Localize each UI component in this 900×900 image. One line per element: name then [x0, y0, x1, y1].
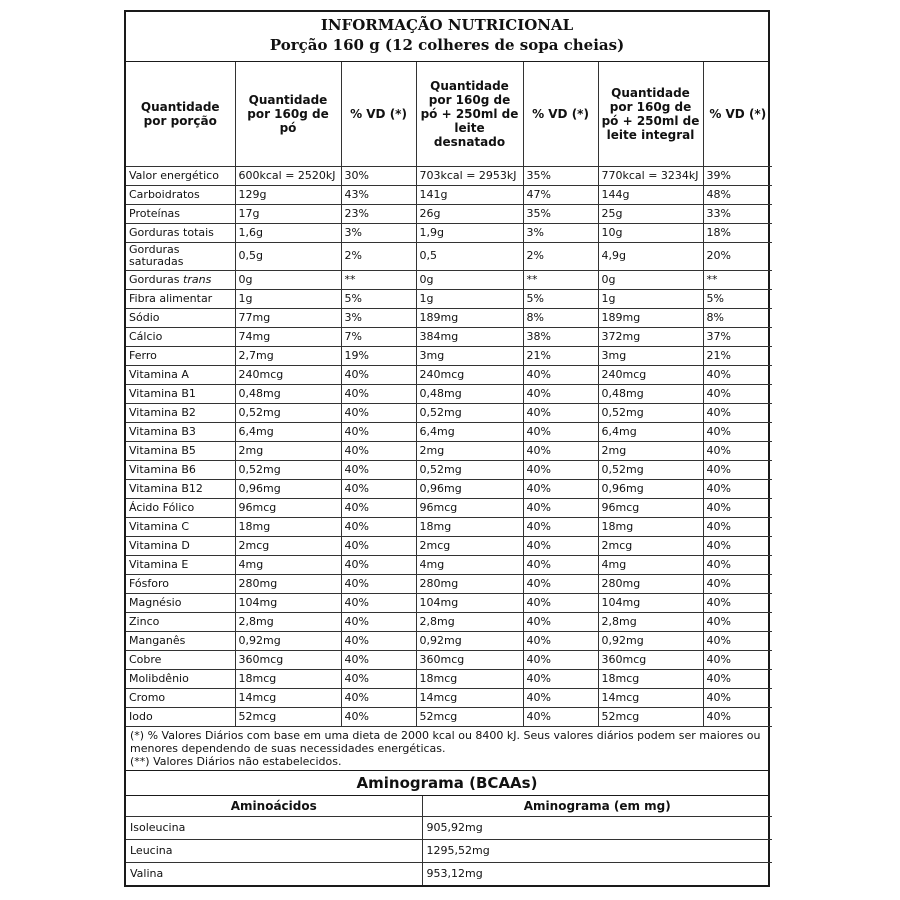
nutrient-label-text: Molibdênio: [129, 671, 189, 685]
qty-skim: 280mg: [416, 574, 523, 593]
table-row: [126, 460, 772, 479]
qty-skim: 6,4mg: [416, 422, 523, 441]
qty-skim: 14mcg: [416, 688, 523, 707]
vd-whole: 5%: [703, 289, 772, 308]
qty-skim: 104mg: [416, 593, 523, 612]
vd-powder: 40%: [341, 669, 416, 688]
vd-whole: 40%: [703, 536, 772, 555]
vd-skim: 40%: [523, 517, 598, 536]
nutrition-facts-panel: [124, 10, 770, 887]
qty-whole: 280mg: [598, 574, 703, 593]
nutrient-label-text: Cromo: [129, 690, 166, 704]
table-row: [126, 242, 772, 270]
nutrient-label: [126, 185, 235, 204]
table-row: [126, 327, 772, 346]
qty-powder: 104mg: [235, 593, 341, 612]
vd-powder: 40%: [341, 403, 416, 422]
header-vd3: % VD (*): [703, 62, 772, 166]
qty-powder: 2,7mg: [235, 346, 341, 365]
table-row: [126, 498, 772, 517]
footnotes: [126, 727, 768, 771]
qty-powder: 2,8mg: [235, 612, 341, 631]
header-col2: Quantidade por 160g de pó + 250ml de leite desnatado: [416, 62, 523, 166]
qty-skim: 240mcg: [416, 365, 523, 384]
header-col3: Quantidade por 160g de pó + 250ml de leite integral: [598, 62, 703, 166]
table-row: [126, 650, 772, 669]
vd-skim: 40%: [523, 555, 598, 574]
qty-whole: 104mg: [598, 593, 703, 612]
vd-whole: 48%: [703, 185, 772, 204]
vd-skim: 8%: [523, 308, 598, 327]
vd-whole: 40%: [703, 365, 772, 384]
qty-skim: 18mg: [416, 517, 523, 536]
vd-skim: 40%: [523, 536, 598, 555]
qty-skim: 0,5: [416, 242, 523, 270]
table-row: [126, 669, 772, 688]
table-row: [126, 536, 772, 555]
vd-powder: 40%: [341, 479, 416, 498]
table-row: [126, 479, 772, 498]
vd-whole: 40%: [703, 669, 772, 688]
qty-skim: 4mg: [416, 555, 523, 574]
qty-whole: 18mcg: [598, 669, 703, 688]
nutrient-label: [126, 242, 235, 270]
qty-whole: 25g: [598, 204, 703, 223]
qty-powder: 360mcg: [235, 650, 341, 669]
nutrient-label: [126, 365, 235, 384]
qty-whole: 0,96mg: [598, 479, 703, 498]
qty-powder: 14mcg: [235, 688, 341, 707]
vd-skim: 21%: [523, 346, 598, 365]
nutrient-label-text: Sódio: [129, 310, 160, 324]
vd-whole: 40%: [703, 517, 772, 536]
vd-whole: 40%: [703, 441, 772, 460]
vd-whole: 40%: [703, 555, 772, 574]
nutrient-label: [126, 517, 235, 536]
vd-whole: 40%: [703, 403, 772, 422]
aminogram-table: [126, 796, 772, 886]
qty-whole: 240mcg: [598, 365, 703, 384]
table-row: [126, 574, 772, 593]
vd-powder: 40%: [341, 517, 416, 536]
qty-powder: 18mcg: [235, 669, 341, 688]
qty-powder: 4mg: [235, 555, 341, 574]
table-row: [126, 384, 772, 403]
qty-whole: 2mg: [598, 441, 703, 460]
vd-whole: 40%: [703, 650, 772, 669]
nutrient-label-italic: trans: [183, 272, 212, 286]
vd-skim: 40%: [523, 612, 598, 631]
vd-skim: 47%: [523, 185, 598, 204]
qty-skim: 96mcg: [416, 498, 523, 517]
qty-skim: 1,9g: [416, 223, 523, 242]
table-row: [126, 612, 772, 631]
table-row: [126, 403, 772, 422]
panel-title: [126, 12, 768, 62]
nutrition-table-body: [126, 166, 772, 726]
vd-powder: 7%: [341, 327, 416, 346]
qty-skim: 0g: [416, 270, 523, 289]
header-vd2: % VD (*): [523, 62, 598, 166]
vd-powder: 40%: [341, 593, 416, 612]
vd-powder: 40%: [341, 460, 416, 479]
amino-acid-name: Isoleucina: [126, 816, 422, 839]
qty-skim: 2mg: [416, 441, 523, 460]
vd-powder: 40%: [341, 536, 416, 555]
qty-powder: 0,5g: [235, 242, 341, 270]
vd-skim: 40%: [523, 593, 598, 612]
header-portion: Quantidade por porção: [126, 62, 235, 166]
nutrient-label: [126, 346, 235, 365]
nutrient-label-text: Vitamina B12: [129, 481, 203, 495]
nutrient-label-text: Valor energético: [129, 168, 219, 182]
qty-powder: 77mg: [235, 308, 341, 327]
vd-powder: 2%: [341, 242, 416, 270]
nutrient-label: [126, 555, 235, 574]
table-row: [126, 707, 772, 726]
qty-skim: 0,52mg: [416, 460, 523, 479]
qty-powder: 74mg: [235, 327, 341, 346]
qty-powder: 6,4mg: [235, 422, 341, 441]
nutrient-label: [126, 669, 235, 688]
vd-powder: 40%: [341, 422, 416, 441]
vd-whole: 40%: [703, 460, 772, 479]
table-row: [126, 166, 772, 185]
amino-acid-name: Valina: [126, 862, 422, 885]
table-row: [126, 631, 772, 650]
table-row: [126, 223, 772, 242]
nutrient-label-text: Vitamina B6: [129, 462, 196, 476]
nutrient-label: [126, 688, 235, 707]
table-row: [126, 365, 772, 384]
vd-powder: 23%: [341, 204, 416, 223]
vd-whole: 21%: [703, 346, 772, 365]
qty-powder: 96mcg: [235, 498, 341, 517]
qty-whole: 144g: [598, 185, 703, 204]
nutrient-label: [126, 441, 235, 460]
aminogram-title: Aminograma (BCAAs): [126, 771, 768, 796]
nutrient-label: [126, 612, 235, 631]
nutrient-label: [126, 308, 235, 327]
vd-powder: 40%: [341, 574, 416, 593]
qty-skim: 703kcal = 2953kJ: [416, 166, 523, 185]
qty-powder: 0,92mg: [235, 631, 341, 650]
aminogram-table-body: [126, 816, 772, 885]
qty-skim: 1g: [416, 289, 523, 308]
qty-powder: 129g: [235, 185, 341, 204]
qty-whole: 0,52mg: [598, 460, 703, 479]
vd-whole: 40%: [703, 612, 772, 631]
vd-powder: 40%: [341, 612, 416, 631]
qty-skim: 2,8mg: [416, 612, 523, 631]
amino-acid-value: 1295,52mg: [422, 839, 772, 862]
vd-whole: 40%: [703, 498, 772, 517]
qty-whole: 14mcg: [598, 688, 703, 707]
vd-powder: 30%: [341, 166, 416, 185]
nutrient-label-text: Vitamina E: [129, 557, 189, 571]
vd-powder: 40%: [341, 498, 416, 517]
qty-skim: 360mcg: [416, 650, 523, 669]
table-row: [126, 593, 772, 612]
nutrient-label: [126, 327, 235, 346]
aminogram-header-mg: Aminograma (em mg): [422, 796, 772, 817]
aminogram-row: [126, 816, 772, 839]
nutrient-label: [126, 384, 235, 403]
nutrient-label: [126, 593, 235, 612]
qty-powder: 1g: [235, 289, 341, 308]
qty-whole: 189mg: [598, 308, 703, 327]
vd-skim: 40%: [523, 498, 598, 517]
vd-skim: 40%: [523, 460, 598, 479]
vd-skim: 40%: [523, 574, 598, 593]
table-row: [126, 289, 772, 308]
nutrient-label-text: Carboidratos: [129, 187, 200, 201]
nutrient-label: [126, 166, 235, 185]
amino-acid-name: Leucina: [126, 839, 422, 862]
title-line-2: Porção 160 g (12 colheres de sopa cheias): [269, 36, 625, 54]
vd-powder: 40%: [341, 365, 416, 384]
qty-powder: 600kcal = 2520kJ: [235, 166, 341, 185]
aminogram-row: [126, 862, 772, 885]
vd-skim: 40%: [523, 707, 598, 726]
table-row: [126, 422, 772, 441]
vd-powder: 3%: [341, 308, 416, 327]
qty-whole: 1g: [598, 289, 703, 308]
vd-whole: 40%: [703, 479, 772, 498]
nutrient-label-text: Gorduras: [129, 272, 180, 286]
nutrient-label: [126, 403, 235, 422]
qty-powder: 52mcg: [235, 707, 341, 726]
qty-whole: 96mcg: [598, 498, 703, 517]
header-vd1: % VD (*): [341, 62, 416, 166]
nutrient-label-text: Cobre: [129, 652, 162, 666]
vd-powder: 3%: [341, 223, 416, 242]
nutrient-label-text: Ferro: [129, 348, 157, 362]
vd-whole: 40%: [703, 593, 772, 612]
qty-whole: 770kcal = 3234kJ: [598, 166, 703, 185]
vd-skim: 40%: [523, 422, 598, 441]
vd-skim: 38%: [523, 327, 598, 346]
table-row: [126, 270, 772, 289]
qty-skim: 18mcg: [416, 669, 523, 688]
header-row: [126, 62, 772, 166]
vd-skim: 40%: [523, 631, 598, 650]
qty-skim: 0,48mg: [416, 384, 523, 403]
qty-whole: 3mg: [598, 346, 703, 365]
vd-skim: 40%: [523, 669, 598, 688]
qty-skim: 2mcg: [416, 536, 523, 555]
nutrient-label: [126, 536, 235, 555]
vd-whole: 18%: [703, 223, 772, 242]
nutrient-label-text: Proteínas: [129, 206, 181, 220]
nutrient-label: [126, 204, 235, 223]
amino-acid-value: 905,92mg: [422, 816, 772, 839]
qty-skim: 0,92mg: [416, 631, 523, 650]
qty-skim: 384mg: [416, 327, 523, 346]
table-row: [126, 185, 772, 204]
qty-skim: 0,96mg: [416, 479, 523, 498]
table-row: [126, 555, 772, 574]
nutrient-label: [126, 289, 235, 308]
qty-whole: 6,4mg: [598, 422, 703, 441]
table-row: [126, 441, 772, 460]
qty-whole: 4,9g: [598, 242, 703, 270]
vd-skim: 40%: [523, 688, 598, 707]
vd-whole: 40%: [703, 574, 772, 593]
amino-acid-value: 953,12mg: [422, 862, 772, 885]
qty-powder: 18mg: [235, 517, 341, 536]
qty-powder: 0,52mg: [235, 403, 341, 422]
qty-powder: 0,96mg: [235, 479, 341, 498]
nutrient-label: [126, 270, 235, 289]
vd-skim: 2%: [523, 242, 598, 270]
table-row: [126, 308, 772, 327]
vd-skim: 40%: [523, 441, 598, 460]
qty-whole: 52mcg: [598, 707, 703, 726]
vd-powder: 40%: [341, 441, 416, 460]
qty-whole: 2,8mg: [598, 612, 703, 631]
vd-powder: 40%: [341, 688, 416, 707]
vd-powder: 40%: [341, 631, 416, 650]
vd-whole: 39%: [703, 166, 772, 185]
qty-whole: 2mcg: [598, 536, 703, 555]
vd-whole: 40%: [703, 631, 772, 650]
nutrient-label: [126, 574, 235, 593]
vd-whole: 37%: [703, 327, 772, 346]
nutrient-label: [126, 498, 235, 517]
qty-powder: 2mcg: [235, 536, 341, 555]
aminogram-header-row: [126, 796, 772, 817]
qty-powder: 0,48mg: [235, 384, 341, 403]
nutrient-label: [126, 223, 235, 242]
nutrient-label-text: Fósforo: [129, 576, 170, 590]
vd-powder: **: [341, 270, 416, 289]
vd-whole: 40%: [703, 707, 772, 726]
qty-whole: 10g: [598, 223, 703, 242]
nutrient-label-text: Vitamina B1: [129, 386, 196, 400]
vd-skim: 35%: [523, 204, 598, 223]
qty-powder: 1,6g: [235, 223, 341, 242]
vd-skim: 5%: [523, 289, 598, 308]
nutrient-label-text: Fibra alimentar: [129, 291, 213, 305]
qty-whole: 18mg: [598, 517, 703, 536]
qty-powder: 0g: [235, 270, 341, 289]
qty-powder: 17g: [235, 204, 341, 223]
qty-skim: 3mg: [416, 346, 523, 365]
nutrient-label-text: Cálcio: [129, 329, 163, 343]
nutrient-label-text: Iodo: [129, 709, 153, 723]
nutrient-label-text: Vitamina B3: [129, 424, 196, 438]
nutrient-label-text: Vitamina B2: [129, 405, 196, 419]
vd-whole: 40%: [703, 384, 772, 403]
header-col1: Quantidade por 160g de pó: [235, 62, 341, 166]
qty-skim: 189mg: [416, 308, 523, 327]
vd-powder: 19%: [341, 346, 416, 365]
nutrient-label: [126, 631, 235, 650]
aminogram-header-acids: Aminoácidos: [126, 796, 422, 817]
footnote-vd: (*) % Valores Diários com base em uma dieta de 2000 kcal ou 8400 kJ. Seus valores diários podem ser maiores ou menores dependendo de suas necessidades energéticas.: [130, 728, 761, 755]
qty-whole: 360mcg: [598, 650, 703, 669]
qty-powder: 240mcg: [235, 365, 341, 384]
nutrient-label-text: Gorduras totais: [129, 225, 214, 239]
vd-powder: 5%: [341, 289, 416, 308]
footnote-not-established: (**) Valores Diários não estabelecidos.: [130, 754, 342, 768]
qty-powder: 280mg: [235, 574, 341, 593]
vd-skim: 40%: [523, 650, 598, 669]
vd-powder: 40%: [341, 650, 416, 669]
vd-whole: 40%: [703, 688, 772, 707]
nutrient-label-text: Gorduras saturadas: [129, 243, 184, 268]
qty-skim: 26g: [416, 204, 523, 223]
qty-powder: 0,52mg: [235, 460, 341, 479]
qty-skim: 52mcg: [416, 707, 523, 726]
nutrient-label-text: Vitamina D: [129, 538, 190, 552]
title-line-1: INFORMAÇÃO NUTRICIONAL: [320, 16, 574, 34]
qty-whole: 0,48mg: [598, 384, 703, 403]
vd-whole: 20%: [703, 242, 772, 270]
vd-powder: 43%: [341, 185, 416, 204]
table-row: [126, 517, 772, 536]
table-row: [126, 688, 772, 707]
qty-whole: 0,92mg: [598, 631, 703, 650]
nutrient-label: [126, 650, 235, 669]
nutrient-label-text: Vitamina A: [129, 367, 189, 381]
nutrient-label-text: Vitamina C: [129, 519, 190, 533]
vd-skim: 40%: [523, 365, 598, 384]
vd-whole: **: [703, 270, 772, 289]
qty-whole: 372mg: [598, 327, 703, 346]
qty-skim: 0,52mg: [416, 403, 523, 422]
qty-whole: 0g: [598, 270, 703, 289]
vd-skim: 35%: [523, 166, 598, 185]
nutrient-label-text: Vitamina B5: [129, 443, 196, 457]
nutrient-label-text: Magnésio: [129, 595, 182, 609]
vd-whole: 33%: [703, 204, 772, 223]
nutrition-table: [126, 62, 772, 727]
nutrient-label: [126, 707, 235, 726]
nutrient-label: [126, 460, 235, 479]
aminogram-row: [126, 839, 772, 862]
qty-whole: 4mg: [598, 555, 703, 574]
vd-powder: 40%: [341, 707, 416, 726]
vd-powder: 40%: [341, 384, 416, 403]
table-row: [126, 346, 772, 365]
qty-whole: 0,52mg: [598, 403, 703, 422]
vd-skim: 3%: [523, 223, 598, 242]
table-row: [126, 204, 772, 223]
vd-skim: **: [523, 270, 598, 289]
vd-whole: 8%: [703, 308, 772, 327]
vd-powder: 40%: [341, 555, 416, 574]
nutrient-label: [126, 422, 235, 441]
vd-skim: 40%: [523, 479, 598, 498]
qty-powder: 2mg: [235, 441, 341, 460]
nutrient-label-text: Manganês: [129, 633, 186, 647]
nutrient-label: [126, 479, 235, 498]
qty-skim: 141g: [416, 185, 523, 204]
vd-skim: 40%: [523, 384, 598, 403]
nutrient-label-text: Zinco: [129, 614, 160, 628]
vd-skim: 40%: [523, 403, 598, 422]
vd-whole: 40%: [703, 422, 772, 441]
nutrient-label-text: Ácido Fólico: [129, 500, 195, 514]
